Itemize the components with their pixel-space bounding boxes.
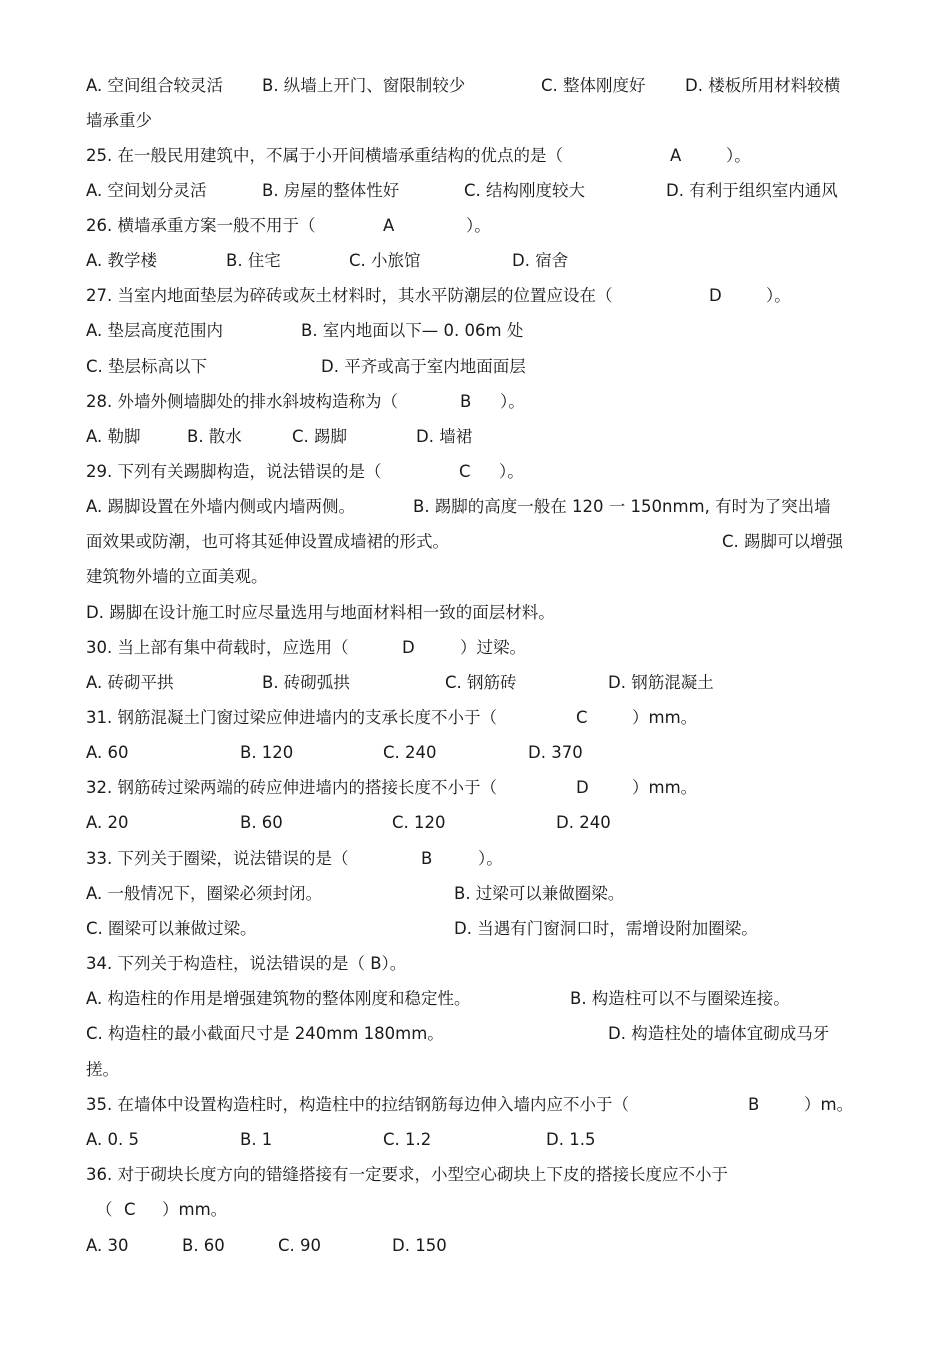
text-segment: D. 1.5 [546,1130,596,1149]
text-segment: A [670,146,682,165]
text-segment: C. 小旅馆 [349,251,421,270]
text-segment: B. 60 [240,813,283,832]
text-segment: A. 一般情况下，圈梁必须封闭。 [86,884,322,903]
text-segment: C. 90 [278,1236,322,1255]
text-segment: C. 踢脚可以增强 [722,532,844,551]
text-segment: A. 20 [86,813,129,832]
text-segment: A. 教学楼 [86,251,157,270]
text-segment: C [124,1200,136,1219]
text-segment: B [421,849,433,868]
text-segment: C. 120 [392,813,446,832]
text-segment: C. 钢筋砖 [445,673,517,692]
text-segment: D. 墙裙 [416,427,473,446]
text-segment: D. 当遇有门窗洞口时，需增设附加圈梁。 [454,919,758,938]
text-segment: D. 150 [392,1236,447,1255]
text-segment: A. 0. 5 [86,1130,139,1149]
text-segment: 36. 对于砌块长度方向的错缝搭接有一定要求，小型空心砌块上下皮的搭接长度应不小于 [86,1165,728,1184]
text-segment: D. 踢脚在设计施工时应尽量选用与地面材料相一致的面层材料。 [86,603,555,622]
text-segment: B. 60 [182,1236,225,1255]
text-segment: B. 砖砌弧拱 [262,673,350,692]
text-segment: B. 散水 [187,427,242,446]
text-segment: 32. 钢筋砖过梁两端的砖应伸进墙内的搭接长度不小于（ [86,778,497,797]
text-segment: D. 有利于组织室内通风 [666,181,838,200]
text-segment: A. 60 [86,743,129,762]
text-segment: 27. 当室内地面垫层为碎砖或灰土材料时，其水平防潮层的位置应设在（ [86,286,613,305]
text-segment: B. 过梁可以兼做圈梁。 [454,884,625,903]
text-segment: 31. 钢筋混凝土门窗过梁应伸进墙内的支承长度不小于（ [86,708,497,727]
text-segment: C. 圈梁可以兼做过梁。 [86,919,257,938]
text-segment: ）mm。 [632,708,698,727]
text-segment: 34. 下列关于构造柱，说法错误的是（ B）。 [86,954,407,973]
text-segment: D [709,286,722,305]
text-segment: D. 钢筋混凝土 [608,673,714,692]
text-segment: D [576,778,589,797]
text-segment: 面效果或防潮，也可将其延伸设置成墙裙的形式。 [86,532,449,551]
text-segment: ）过梁。 [460,638,526,657]
text-segment: C. 踢脚 [292,427,348,446]
text-segment: B. 纵墙上开门、窗限制较少 [262,76,466,95]
text-segment: ）mm。 [632,778,698,797]
text-segment: C [459,462,471,481]
text-segment: 搓。 [86,1060,119,1079]
text-segment: 35. 在墙体中设置构造柱时，构造柱中的拉结钢筋每边伸入墙内应不小于（ [86,1095,629,1114]
text-segment: B. 构造柱可以不与圈梁连接。 [570,989,790,1008]
text-segment: B. 120 [240,743,294,762]
text-segment: D [402,638,415,657]
text-segment: ）。 [766,286,791,305]
text-segment: ）。 [499,462,524,481]
text-segment: 30. 当上部有集中荷载时，应选用（ [86,638,349,657]
text-segment: A. 砖砌平拱 [86,673,174,692]
text-segment: B. 室内地面以下— 0. 06m 处 [301,321,524,340]
text-segment: B [460,392,472,411]
text-segment: A. 勒脚 [86,427,141,446]
text-segment: D. 240 [556,813,611,832]
text-segment: 29. 下列有关踢脚构造，说法错误的是（ [86,462,382,481]
text-segment: C. 构造柱的最小截面尺寸是 240mm 180mm。 [86,1024,444,1043]
text-segment: A. 空间组合较灵活 [86,76,223,95]
text-segment: 墙承重少 [86,111,152,130]
text-segment: ）。 [478,849,503,868]
text-segment: 33. 下列关于圈梁，说法错误的是（ [86,849,349,868]
text-segment: C. 240 [383,743,437,762]
text-segment: D. 平齐或高于室内地面面层 [321,357,526,376]
text-segment: D. 构造柱处的墙体宜砌成马牙 [608,1024,830,1043]
text-segment: A. 踢脚设置在外墙内侧或内墙两侧。 [86,497,355,516]
text-segment: 28. 外墙外侧墙脚处的排水斜坡构造称为（ [86,392,398,411]
text-segment: B [748,1095,760,1114]
text-segment: C. 垫层标高以下 [86,357,208,376]
text-segment: A. 垫层高度范围内 [86,321,223,340]
text-segment: ）。 [500,392,525,411]
text-segment: C. 整体刚度好 [541,76,646,95]
text-segment: B. 1 [240,1130,273,1149]
text-segment: A [383,216,395,235]
text-segment: D. 370 [528,743,583,762]
text-segment: A. 构造柱的作用是增强建筑物的整体刚度和稳定性。 [86,989,471,1008]
text-segment: D. 楼板所用材料较横 [685,76,841,95]
text-segment: D. 宿舍 [512,251,569,270]
text-segment: 25. 在一般民用建筑中，不属于小开间横墙承重结构的优点的是（ [86,146,563,165]
text-segment: ）m。 [804,1095,854,1114]
text-segment: B. 住宅 [226,251,281,270]
text-segment: A. 30 [86,1236,129,1255]
text-segment: C [576,708,588,727]
text-segment: B. 踢脚的高度一般在 120 一 150nmm, 有时为了突出墙 [413,497,831,516]
text-segment: 26. 横墙承重方案一般不用于（ [86,216,316,235]
text-segment: C. 结构刚度较大 [464,181,586,200]
text-segment: （ [96,1200,113,1219]
text-segment: 建筑物外墙的立面美观。 [86,567,268,586]
text-segment: ）。 [726,146,751,165]
text-segment: C. 1.2 [383,1130,432,1149]
text-segment: ）mm。 [162,1200,228,1219]
text-segment: ）。 [466,216,491,235]
text-segment: A. 空间划分灵活 [86,181,207,200]
text-segment: B. 房屋的整体性好 [262,181,400,200]
